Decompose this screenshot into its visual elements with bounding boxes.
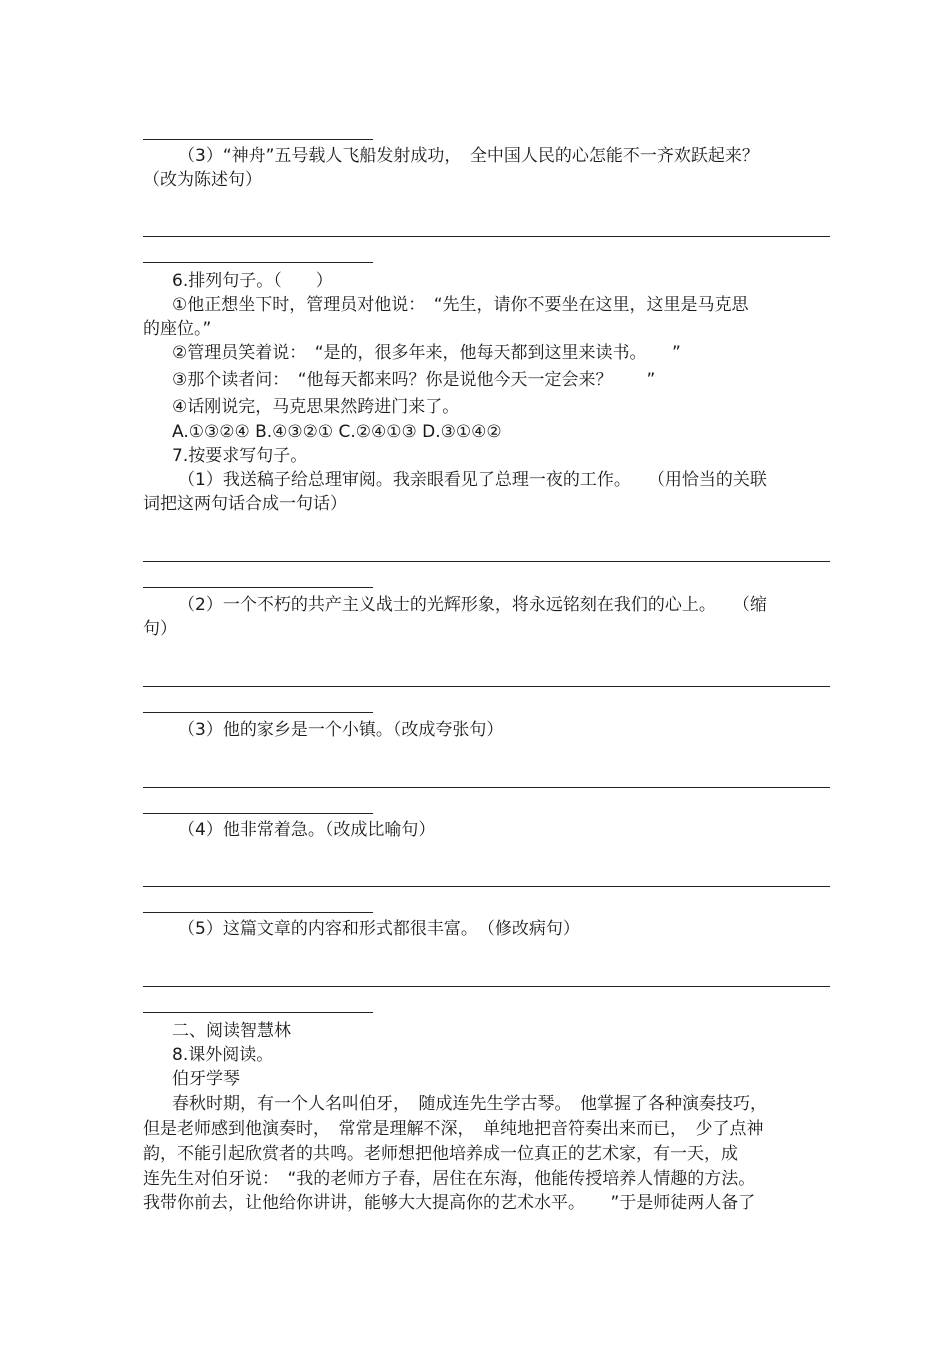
answer-line (143, 712, 373, 713)
answer-line (143, 886, 830, 887)
sentence-4: ④话刚说完，马克思果然跨进门来了。 (172, 397, 460, 417)
answer-line (143, 912, 373, 913)
question-7-4: （4）他非常着急。（改成比喻句） (178, 820, 436, 840)
answer-line (143, 587, 373, 588)
question-7-2b: 句） (143, 619, 177, 639)
question-7-1b: 词把这两句话合成一句话） (143, 494, 347, 514)
question-7-1a: （1）我送稿子给总理审阅。我亲眼看见了总理一夜的工作。 （用恰当的关联 (178, 470, 767, 490)
answer-line (143, 236, 830, 237)
story-line: 我带你前去，让他给你讲讲，能够大大提高你的艺术水平。 ”于是师徒两人备了 (143, 1193, 756, 1213)
question-5-3-note: （改为陈述句） (143, 170, 262, 190)
answer-line (143, 813, 373, 814)
section-heading: 二、阅读智慧林 (172, 1021, 291, 1041)
answer-line (143, 986, 830, 987)
answer-line (143, 1012, 373, 1013)
question-5-3-prompt: （3）“神舟”五号载人飞船发射成功， 全中国人民的心怎能不一齐欢跃起来？ (178, 146, 759, 166)
question-7-3: （3）他的家乡是一个小镇。（改成夸张句） (178, 720, 504, 740)
answer-options: A.①③②④ B.④③②① C.②④①③ D.③①④② (172, 422, 502, 442)
story-line: 连先生对伯牙说： “我的老师方子春，居住在东海，他能传授培养人情趣的方法。 (143, 1169, 756, 1189)
question-8-title: 8.课外阅读。 (172, 1045, 274, 1065)
answer-line (143, 139, 373, 140)
question-6-title: 6.排列句子。（ ） (172, 271, 333, 291)
story-line: 韵，不能引起欣赏者的共鸣。老师想把他培养成一位真正的艺术家，有一天，成 (143, 1144, 738, 1164)
sentence-1b: 的座位。” (143, 319, 212, 339)
question-7-2a: （2）一个不朽的共产主义战士的光辉形象，将永远铭刻在我们的心上。 （缩 (178, 595, 767, 615)
question-7-5: （5）这篇文章的内容和形式都很丰富。 （修改病句） (178, 919, 580, 939)
answer-line (143, 686, 830, 687)
answer-line (143, 561, 830, 562)
answer-line (143, 262, 373, 263)
story-line: 春秋时期，有一个人名叫伯牙， 随成连先生学古琴。 他掌握了各种演奏技巧， (172, 1094, 767, 1114)
answer-line (143, 787, 830, 788)
sentence-1a: ①他正想坐下时，管理员对他说： “先生，请你不要坐在这里，这里是马克思 (172, 295, 749, 315)
story-line: 但是老师感到他演奏时， 常常是理解不深， 单纯地把音符奏出来而已， 少了点神 (143, 1119, 764, 1139)
question-7-title: 7.按要求写句子。 (172, 446, 308, 466)
story-title: 伯牙学琴 (172, 1069, 240, 1089)
sentence-2: ②管理员笑着说： “是的，很多年来，他每天都到这里来读书。 ” (172, 343, 681, 363)
sentence-3: ③那个读者问： “他每天都来吗？你是说他今天一定会来？ ” (172, 370, 656, 390)
